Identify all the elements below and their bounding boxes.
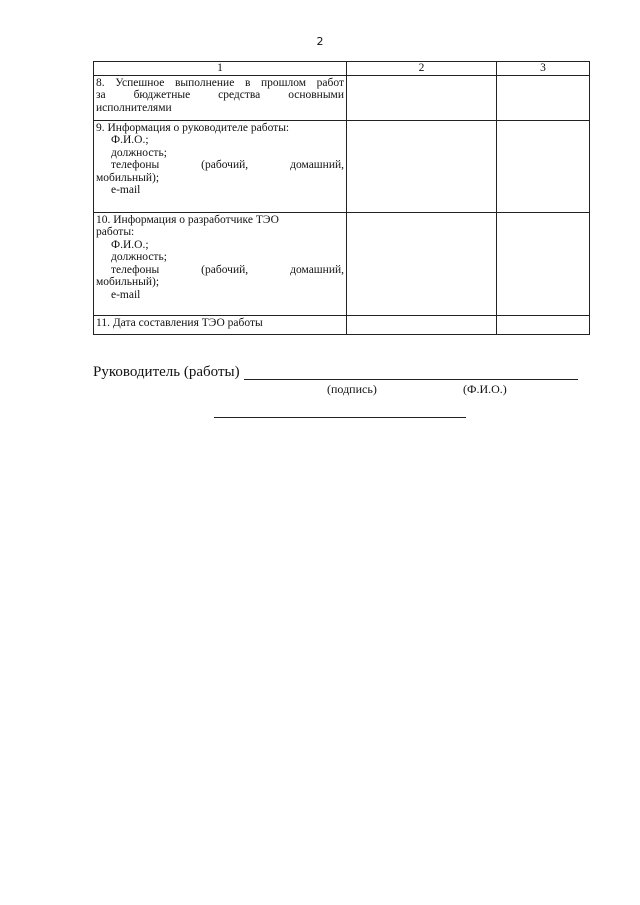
row-9-phones-cont: мобильный); <box>96 171 160 184</box>
table-row-8 <box>94 75 590 120</box>
row-9-phones: телефоны (рабочий, домашний, <box>111 159 344 171</box>
row-10-cell-2 <box>347 212 497 315</box>
table-row-10 <box>94 212 590 315</box>
column-header-2: 2 <box>347 62 497 76</box>
row-10-phones: телефоны (рабочий, домашний, <box>111 263 344 276</box>
row-9-cell-2 <box>347 120 497 212</box>
row-11-cell-2 <box>347 315 497 334</box>
row-8-description <box>94 75 347 120</box>
row-10-description <box>94 212 347 315</box>
row-9-email: e-mail <box>111 184 141 196</box>
column-header-1: 1 <box>94 62 347 76</box>
row-9-description <box>94 120 347 212</box>
signature-caption: (подпись) <box>327 382 377 396</box>
row-9-fio: Ф.И.О.; <box>111 134 149 146</box>
signature-label: Руководитель (работы) <box>93 364 240 380</box>
row-9-cell-3 <box>497 120 590 212</box>
row-8-line-3: исполнителями <box>96 101 172 114</box>
row-10-phones-cont: мобильный); <box>96 276 160 288</box>
row-8-line-1: 8. Успешное выполнение в прошлом работ <box>96 76 344 89</box>
row-10-title-1: 10. Информация о разработчике ТЭО <box>96 213 279 226</box>
signature-line <box>244 379 578 380</box>
teo-form-table <box>93 61 590 335</box>
row-10-email: e-mail <box>111 288 141 301</box>
row-11-cell-3 <box>497 315 590 334</box>
row-10-title-2: работы: <box>96 226 135 238</box>
row-8-cell-3 <box>497 75 590 120</box>
row-8-line-2: за бюджетные средства основными <box>96 89 344 101</box>
name-caption: (Ф.И.О.) <box>463 382 507 396</box>
closing-divider <box>214 417 466 418</box>
table-row-9 <box>94 120 590 212</box>
column-header-3: 3 <box>497 62 590 76</box>
row-11-description: 11. Дата составления ТЭО работы <box>94 315 347 334</box>
table-row-11 <box>94 315 590 334</box>
row-10-position: должность; <box>111 251 167 263</box>
row-10-fio: Ф.И.О.; <box>111 238 149 251</box>
row-8-cell-2 <box>347 75 497 120</box>
table-header-row <box>94 62 590 76</box>
row-9-position: должность; <box>111 146 167 159</box>
page-number: 2 <box>316 35 324 48</box>
row-10-cell-3 <box>497 212 590 315</box>
row-9-title: 9. Информация о руководителе работы: <box>96 121 290 134</box>
